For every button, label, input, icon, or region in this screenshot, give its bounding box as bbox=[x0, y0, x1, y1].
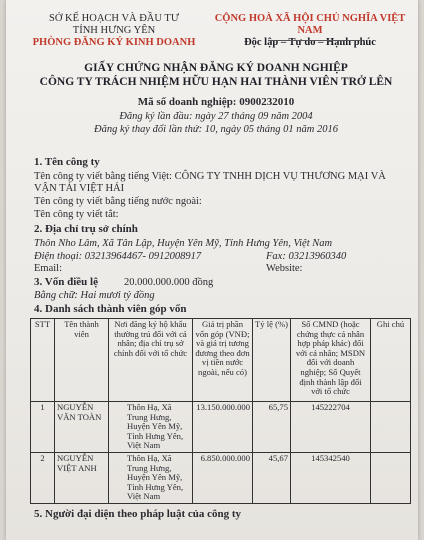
first-registration: Đăng ký lần đầu: ngày 27 tháng 09 năm 2004 bbox=[119, 111, 313, 122]
col-header-ratio: Tỷ lệ (%) bbox=[253, 319, 291, 402]
email-label: Email: bbox=[34, 263, 62, 274]
section-3-heading: 3. Vốn điều lệ bbox=[34, 276, 98, 288]
enterprise-code: Mã số doanh nghiệp: 0900232010 bbox=[137, 96, 295, 108]
table-header-row bbox=[31, 319, 411, 402]
company-name-foreign-label: Tên công ty viết bằng tiếng nước ngoài: bbox=[34, 196, 202, 207]
section-5-heading: 5. Người đại diện theo pháp luật của công ty bbox=[34, 508, 242, 520]
cell-note bbox=[371, 402, 411, 453]
phone-number: Điện thoại: 03213964467- 0912008917 bbox=[34, 251, 202, 262]
col-header-id: Số CMND (hoặc chứng thực cá nhân hợp pháp khác) đối với cá nhân; MSDN đối với doanh nghiệp; Số Quyết định thành lập đối với tổ chức bbox=[291, 319, 371, 402]
section-4-heading: 4. Danh sách thành viên góp vốn bbox=[34, 303, 187, 315]
cell-id: 145342540 bbox=[291, 452, 371, 503]
doc-title-line2: CÔNG TY TRÁCH NHIỆM HỮU HẠN HAI THÀNH VIÊN TRỞ LÊN bbox=[39, 76, 393, 88]
col-header-capital: Giá trị phần vốn góp (VNĐ; và giá trị tương đương theo đơn vị tiền nước ngoài, nếu có) bbox=[193, 319, 253, 402]
issuer-header bbox=[28, 13, 200, 49]
company-name-vn bbox=[34, 171, 386, 182]
section-1-heading: 1. Tên công ty bbox=[34, 156, 100, 168]
cell-stt: 2 bbox=[31, 452, 55, 503]
col-header-name: Tên thành viên bbox=[55, 319, 109, 402]
section-2-heading: 2. Địa chỉ trụ sở chính bbox=[34, 223, 138, 235]
cell-ratio: 45,67 bbox=[253, 452, 291, 503]
cell-note bbox=[371, 452, 411, 503]
company-name-short-label: Tên công ty viết tắt: bbox=[34, 209, 119, 220]
charter-capital-value: 20.000.000.000 đồng bbox=[124, 277, 214, 288]
national-motto: Độc lập – Tự do – Hạnh phúc bbox=[244, 37, 376, 48]
members-table bbox=[30, 318, 411, 504]
cell-ratio: 65,75 bbox=[253, 402, 291, 453]
company-name-vn-cont: VẬN TẢI VIỆT HẢI bbox=[34, 183, 125, 194]
national-name: CỘNG HOÀ XÃ HỘI CHỦ NGHĨA VIỆT NAM bbox=[214, 13, 406, 36]
cell-capital: 13.150.000.000 bbox=[193, 402, 253, 453]
cell-id: 145222704 bbox=[291, 402, 371, 453]
cell-address: Thôn Hạ, Xã Trung Hưng, Huyện Yên Mỹ, Tỉnh Hưng Yên, Việt Nam bbox=[109, 452, 193, 503]
table-row bbox=[31, 402, 411, 453]
doc-title-line1: GIẤY CHỨNG NHẬN ĐĂNG KÝ DOANH NGHIỆP bbox=[84, 62, 348, 74]
col-header-address: Nơi đăng ký hộ khẩu thường trú đối với cá nhân; địa chỉ trụ sở chính đối với tổ chức bbox=[109, 319, 193, 402]
website-label: Website: bbox=[266, 263, 303, 274]
company-name-vn-value: CÔNG TY TNHH DỊCH VỤ THƯƠNG MẠI VÀ bbox=[174, 171, 386, 182]
cell-name: NGUYỄN VIỆT ANH bbox=[55, 452, 109, 503]
charter-capital-words: Bằng chữ: Hai mươi tỷ đồng bbox=[34, 290, 155, 301]
issuer-province: TỈNH HƯNG YÊN bbox=[72, 25, 156, 36]
issuer-office: PHÒNG ĐĂNG KÝ KINH DOANH bbox=[32, 37, 196, 48]
cell-address: Thôn Hạ, Xã Trung Hưng, Huyện Yên Mỹ, Tỉnh Hưng Yên, Việt Nam bbox=[109, 402, 193, 453]
change-registration: Đăng ký thay đổi lần thứ: 10, ngày 05 tháng 01 năm 2016 bbox=[94, 124, 338, 135]
col-header-stt: STT bbox=[31, 319, 55, 402]
certificate-page bbox=[6, 0, 418, 540]
cell-name: NGUYỄN VĂN TOÀN bbox=[55, 402, 109, 453]
cell-capital: 6.850.000.000 bbox=[193, 452, 253, 503]
col-header-note: Ghi chú bbox=[371, 319, 411, 402]
head-office-address: Thôn Nho Lâm, Xã Tân Lập, Huyện Yên Mỹ, Tỉnh Hưng Yên, Việt Nam bbox=[34, 238, 333, 249]
issuer-department: SỞ KẾ HOẠCH VÀ ĐẦU TƯ bbox=[49, 13, 179, 24]
motto-underline bbox=[268, 40, 360, 41]
national-header bbox=[214, 13, 406, 49]
table-row bbox=[31, 452, 411, 503]
fax-number: Fax: 03213960340 bbox=[266, 251, 347, 262]
company-name-vn-label: Tên công ty viết bằng tiếng Việt: bbox=[34, 171, 172, 182]
cell-stt: 1 bbox=[31, 402, 55, 453]
